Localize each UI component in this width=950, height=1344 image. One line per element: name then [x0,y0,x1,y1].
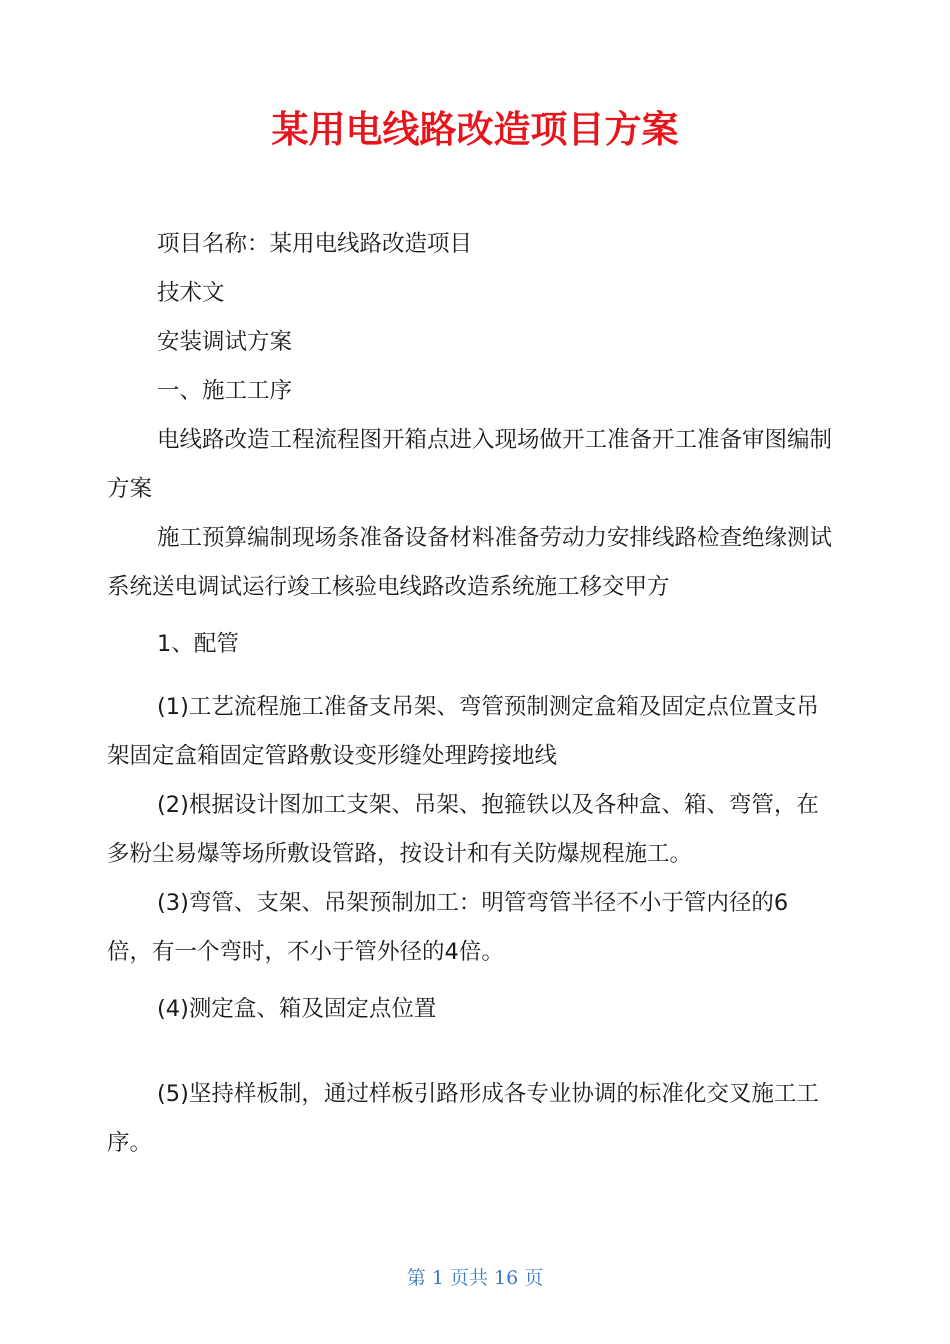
paragraph-item-2: (2)根据设计图加工支架、吊架、抱箍铁以及各种盒、箱、弯管，在多粉尘易爆等场所敷设管路，按设计和有关防爆规程施工。 [107,792,819,867]
document-body [107,220,833,1168]
paragraph-install-plan: 安装调试方案 [157,329,293,355]
paragraph-flowchart: 电线路改造工程流程图开箱点进入现场做开工准备开工准备审图编制方案 [107,427,833,502]
paragraph-item-4: (4)测定盒、箱及固定点位置 [157,996,437,1022]
section-heading-piping: 1、配管 [157,631,239,657]
paragraph-technical: 技术文 [157,280,225,306]
paragraph-budget: 施工预算编制现场条准备设备材料准备劳动力安排线路检查绝缘测试系统送电调试运行竣工核验电线路改造系统施工移交甲方 [107,525,833,600]
paragraph-item-3: (3)弯管、支架、吊架预制加工：明管弯管半径不小于管内径的6倍，有一个弯时，不小于管外径的4倍。 [107,890,789,965]
paragraph-project-name: 项目名称：某用电线路改造项目 [157,231,473,257]
paragraph-item-5: (5)坚持样板制，通过样板引路形成各专业协调的标准化交叉施工工序。 [107,1081,819,1156]
paragraph-item-1: (1)工艺流程施工准备支吊架、弯管预制测定盒箱及固定点位置支吊架固定盒箱固定管路敷设变形缝处理跨接地线 [107,694,819,769]
page-number-footer: 第 1 页共 16 页 [406,1267,544,1289]
document-title: 某用电线路改造项目方案 [271,107,679,151]
section-heading-construction-procedure: 一、施工工序 [157,378,293,404]
